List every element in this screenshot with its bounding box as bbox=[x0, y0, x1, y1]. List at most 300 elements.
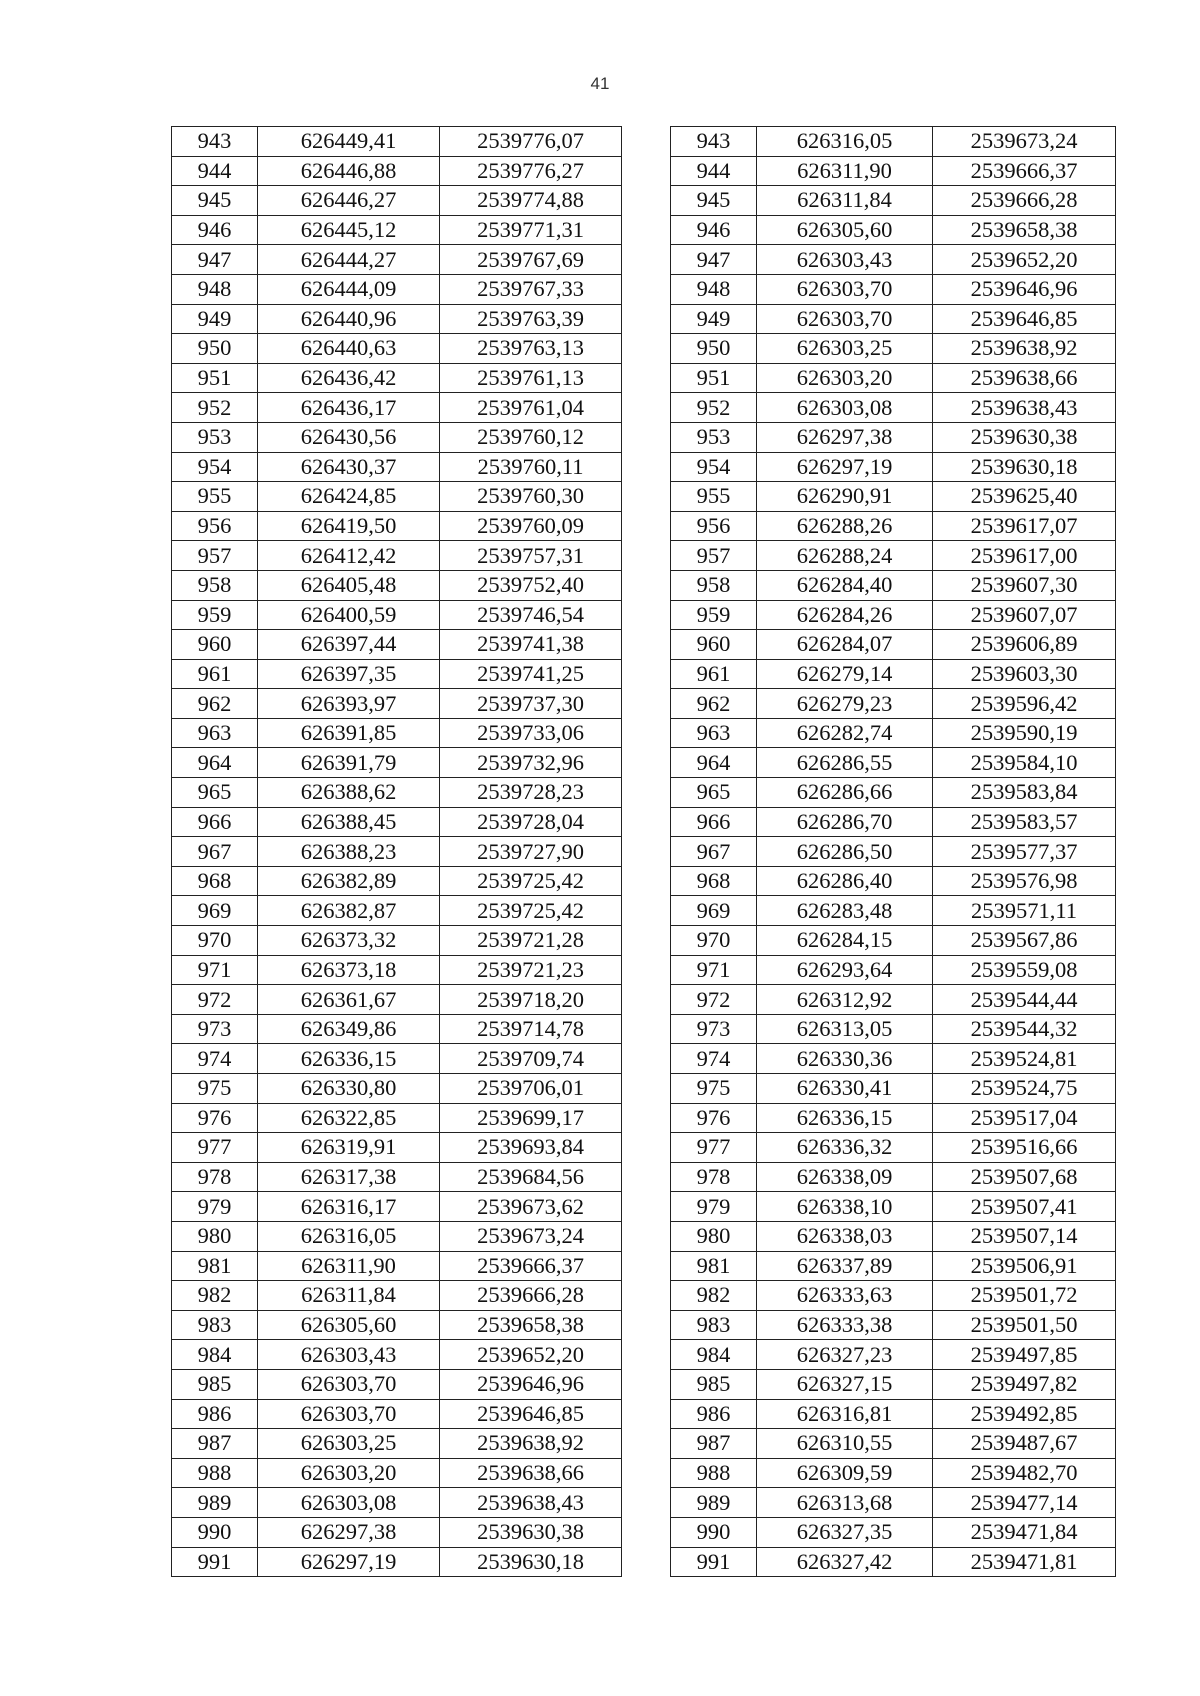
left-y-coordinate-cell: 2539630,38 bbox=[440, 1517, 622, 1547]
right-y-coordinate-cell: 2539607,07 bbox=[933, 600, 1116, 630]
coordinates-table-body bbox=[172, 127, 1116, 1577]
right-x-coordinate-cell: 626286,55 bbox=[757, 748, 933, 778]
right-y-coordinate-cell: 2539507,68 bbox=[933, 1162, 1116, 1192]
right-point-number-cell: 963 bbox=[671, 718, 757, 748]
table-row bbox=[172, 1517, 1116, 1547]
left-point-number-cell: 951 bbox=[172, 363, 258, 393]
left-x-coordinate-cell: 626373,18 bbox=[258, 955, 440, 985]
right-x-coordinate-cell: 626279,23 bbox=[757, 689, 933, 719]
table-row bbox=[172, 1221, 1116, 1251]
right-x-coordinate-cell: 626288,26 bbox=[757, 511, 933, 541]
left-y-coordinate-cell: 2539709,74 bbox=[440, 1044, 622, 1074]
left-point-number-cell: 972 bbox=[172, 985, 258, 1015]
coordinates-table bbox=[171, 126, 1116, 1577]
column-gap-cell bbox=[622, 926, 671, 956]
left-point-number-cell: 959 bbox=[172, 600, 258, 630]
left-y-coordinate-cell: 2539673,24 bbox=[440, 1221, 622, 1251]
right-y-coordinate-cell: 2539658,38 bbox=[933, 215, 1116, 245]
right-y-coordinate-cell: 2539497,85 bbox=[933, 1340, 1116, 1370]
left-x-coordinate-cell: 626311,90 bbox=[258, 1251, 440, 1281]
table-row bbox=[172, 1429, 1116, 1459]
left-point-number-cell: 987 bbox=[172, 1429, 258, 1459]
column-gap-cell bbox=[622, 1429, 671, 1459]
table-row bbox=[172, 274, 1116, 304]
column-gap-cell bbox=[622, 363, 671, 393]
right-x-coordinate-cell: 626327,42 bbox=[757, 1547, 933, 1577]
left-x-coordinate-cell: 626303,70 bbox=[258, 1369, 440, 1399]
left-x-coordinate-cell: 626446,88 bbox=[258, 156, 440, 186]
left-x-coordinate-cell: 626393,97 bbox=[258, 689, 440, 719]
left-point-number-cell: 964 bbox=[172, 748, 258, 778]
right-point-number-cell: 975 bbox=[671, 1074, 757, 1104]
right-x-coordinate-cell: 626303,70 bbox=[757, 274, 933, 304]
right-y-coordinate-cell: 2539506,91 bbox=[933, 1251, 1116, 1281]
column-gap-cell bbox=[622, 304, 671, 334]
right-x-coordinate-cell: 626312,92 bbox=[757, 985, 933, 1015]
left-point-number-cell: 979 bbox=[172, 1192, 258, 1222]
left-point-number-cell: 950 bbox=[172, 334, 258, 364]
right-point-number-cell: 970 bbox=[671, 926, 757, 956]
right-y-coordinate-cell: 2539638,43 bbox=[933, 393, 1116, 423]
left-x-coordinate-cell: 626405,48 bbox=[258, 570, 440, 600]
left-x-coordinate-cell: 626303,08 bbox=[258, 1488, 440, 1518]
left-y-coordinate-cell: 2539733,06 bbox=[440, 718, 622, 748]
right-x-coordinate-cell: 626284,26 bbox=[757, 600, 933, 630]
table-row bbox=[172, 689, 1116, 719]
right-point-number-cell: 960 bbox=[671, 630, 757, 660]
column-gap-cell bbox=[622, 1133, 671, 1163]
right-x-coordinate-cell: 626338,03 bbox=[757, 1221, 933, 1251]
column-gap-cell bbox=[622, 1488, 671, 1518]
right-point-number-cell: 962 bbox=[671, 689, 757, 719]
table-row bbox=[172, 570, 1116, 600]
left-point-number-cell: 981 bbox=[172, 1251, 258, 1281]
right-x-coordinate-cell: 626337,89 bbox=[757, 1251, 933, 1281]
right-point-number-cell: 982 bbox=[671, 1281, 757, 1311]
left-y-coordinate-cell: 2539763,13 bbox=[440, 334, 622, 364]
left-point-number-cell: 986 bbox=[172, 1399, 258, 1429]
table-row bbox=[172, 718, 1116, 748]
left-y-coordinate-cell: 2539741,25 bbox=[440, 659, 622, 689]
left-y-coordinate-cell: 2539699,17 bbox=[440, 1103, 622, 1133]
table-row bbox=[172, 985, 1116, 1015]
right-y-coordinate-cell: 2539576,98 bbox=[933, 866, 1116, 896]
table-row bbox=[172, 1074, 1116, 1104]
right-point-number-cell: 973 bbox=[671, 1014, 757, 1044]
right-x-coordinate-cell: 626283,48 bbox=[757, 896, 933, 926]
right-y-coordinate-cell: 2539630,18 bbox=[933, 452, 1116, 482]
right-y-coordinate-cell: 2539617,00 bbox=[933, 541, 1116, 571]
left-point-number-cell: 956 bbox=[172, 511, 258, 541]
right-point-number-cell: 957 bbox=[671, 541, 757, 571]
right-x-coordinate-cell: 626333,63 bbox=[757, 1281, 933, 1311]
table-row bbox=[172, 1369, 1116, 1399]
right-point-number-cell: 949 bbox=[671, 304, 757, 334]
left-y-coordinate-cell: 2539767,69 bbox=[440, 245, 622, 275]
column-gap-cell bbox=[622, 1044, 671, 1074]
left-x-coordinate-cell: 626319,91 bbox=[258, 1133, 440, 1163]
table-row bbox=[172, 245, 1116, 275]
right-point-number-cell: 943 bbox=[671, 127, 757, 157]
right-x-coordinate-cell: 626303,43 bbox=[757, 245, 933, 275]
right-x-coordinate-cell: 626338,10 bbox=[757, 1192, 933, 1222]
left-y-coordinate-cell: 2539721,23 bbox=[440, 955, 622, 985]
left-y-coordinate-cell: 2539721,28 bbox=[440, 926, 622, 956]
left-point-number-cell: 969 bbox=[172, 896, 258, 926]
left-point-number-cell: 953 bbox=[172, 422, 258, 452]
left-y-coordinate-cell: 2539732,96 bbox=[440, 748, 622, 778]
right-x-coordinate-cell: 626288,24 bbox=[757, 541, 933, 571]
left-y-coordinate-cell: 2539638,43 bbox=[440, 1488, 622, 1518]
column-gap-cell bbox=[622, 778, 671, 808]
left-y-coordinate-cell: 2539630,18 bbox=[440, 1547, 622, 1577]
left-x-coordinate-cell: 626388,23 bbox=[258, 837, 440, 867]
right-y-coordinate-cell: 2539501,50 bbox=[933, 1310, 1116, 1340]
column-gap-cell bbox=[622, 1458, 671, 1488]
right-y-coordinate-cell: 2539497,82 bbox=[933, 1369, 1116, 1399]
right-point-number-cell: 985 bbox=[671, 1369, 757, 1399]
right-y-coordinate-cell: 2539596,42 bbox=[933, 689, 1116, 719]
left-x-coordinate-cell: 626430,37 bbox=[258, 452, 440, 482]
right-x-coordinate-cell: 626303,20 bbox=[757, 363, 933, 393]
table-row bbox=[172, 866, 1116, 896]
left-point-number-cell: 976 bbox=[172, 1103, 258, 1133]
left-y-coordinate-cell: 2539638,92 bbox=[440, 1429, 622, 1459]
column-gap-cell bbox=[622, 1310, 671, 1340]
right-point-number-cell: 990 bbox=[671, 1517, 757, 1547]
left-x-coordinate-cell: 626316,17 bbox=[258, 1192, 440, 1222]
column-gap-cell bbox=[622, 393, 671, 423]
right-y-coordinate-cell: 2539544,44 bbox=[933, 985, 1116, 1015]
right-point-number-cell: 968 bbox=[671, 866, 757, 896]
left-point-number-cell: 948 bbox=[172, 274, 258, 304]
table-row bbox=[172, 1251, 1116, 1281]
left-y-coordinate-cell: 2539757,31 bbox=[440, 541, 622, 571]
column-gap-cell bbox=[622, 541, 671, 571]
right-point-number-cell: 944 bbox=[671, 156, 757, 186]
right-x-coordinate-cell: 626313,68 bbox=[757, 1488, 933, 1518]
left-point-number-cell: 958 bbox=[172, 570, 258, 600]
right-point-number-cell: 974 bbox=[671, 1044, 757, 1074]
column-gap-cell bbox=[622, 1014, 671, 1044]
left-x-coordinate-cell: 626391,79 bbox=[258, 748, 440, 778]
right-y-coordinate-cell: 2539646,96 bbox=[933, 274, 1116, 304]
right-y-coordinate-cell: 2539524,81 bbox=[933, 1044, 1116, 1074]
page-number: 41 bbox=[590, 74, 610, 93]
left-point-number-cell: 960 bbox=[172, 630, 258, 660]
right-point-number-cell: 955 bbox=[671, 482, 757, 512]
left-x-coordinate-cell: 626349,86 bbox=[258, 1014, 440, 1044]
column-gap-cell bbox=[622, 689, 671, 719]
right-x-coordinate-cell: 626297,38 bbox=[757, 422, 933, 452]
left-y-coordinate-cell: 2539684,56 bbox=[440, 1162, 622, 1192]
left-x-coordinate-cell: 626303,25 bbox=[258, 1429, 440, 1459]
left-y-coordinate-cell: 2539746,54 bbox=[440, 600, 622, 630]
left-y-coordinate-cell: 2539728,23 bbox=[440, 778, 622, 808]
table-row bbox=[172, 1281, 1116, 1311]
left-x-coordinate-cell: 626297,19 bbox=[258, 1547, 440, 1577]
right-y-coordinate-cell: 2539673,24 bbox=[933, 127, 1116, 157]
column-gap-cell bbox=[622, 866, 671, 896]
left-point-number-cell: 990 bbox=[172, 1517, 258, 1547]
left-y-coordinate-cell: 2539725,42 bbox=[440, 866, 622, 896]
left-y-coordinate-cell: 2539652,20 bbox=[440, 1340, 622, 1370]
right-x-coordinate-cell: 626336,32 bbox=[757, 1133, 933, 1163]
right-point-number-cell: 983 bbox=[671, 1310, 757, 1340]
table-row bbox=[172, 127, 1116, 157]
column-gap-cell bbox=[622, 896, 671, 926]
left-y-coordinate-cell: 2539763,39 bbox=[440, 304, 622, 334]
right-x-coordinate-cell: 626327,35 bbox=[757, 1517, 933, 1547]
left-x-coordinate-cell: 626445,12 bbox=[258, 215, 440, 245]
table-row bbox=[172, 511, 1116, 541]
right-point-number-cell: 978 bbox=[671, 1162, 757, 1192]
left-y-coordinate-cell: 2539776,07 bbox=[440, 127, 622, 157]
table-row bbox=[172, 1310, 1116, 1340]
right-point-number-cell: 950 bbox=[671, 334, 757, 364]
left-point-number-cell: 961 bbox=[172, 659, 258, 689]
table-row bbox=[172, 156, 1116, 186]
left-point-number-cell: 971 bbox=[172, 955, 258, 985]
table-row bbox=[172, 452, 1116, 482]
right-x-coordinate-cell: 626336,15 bbox=[757, 1103, 933, 1133]
left-y-coordinate-cell: 2539658,38 bbox=[440, 1310, 622, 1340]
right-x-coordinate-cell: 626286,40 bbox=[757, 866, 933, 896]
left-y-coordinate-cell: 2539741,38 bbox=[440, 630, 622, 660]
column-gap-cell bbox=[622, 600, 671, 630]
right-x-coordinate-cell: 626303,25 bbox=[757, 334, 933, 364]
right-point-number-cell: 966 bbox=[671, 807, 757, 837]
left-x-coordinate-cell: 626419,50 bbox=[258, 511, 440, 541]
left-point-number-cell: 946 bbox=[172, 215, 258, 245]
left-point-number-cell: 949 bbox=[172, 304, 258, 334]
column-gap-cell bbox=[622, 1369, 671, 1399]
column-gap-cell bbox=[622, 1517, 671, 1547]
table-row bbox=[172, 1340, 1116, 1370]
table-row bbox=[172, 482, 1116, 512]
right-point-number-cell: 981 bbox=[671, 1251, 757, 1281]
right-y-coordinate-cell: 2539559,08 bbox=[933, 955, 1116, 985]
right-y-coordinate-cell: 2539666,37 bbox=[933, 156, 1116, 186]
right-x-coordinate-cell: 626327,23 bbox=[757, 1340, 933, 1370]
left-y-coordinate-cell: 2539728,04 bbox=[440, 807, 622, 837]
table-row bbox=[172, 837, 1116, 867]
column-gap-cell bbox=[622, 1074, 671, 1104]
right-y-coordinate-cell: 2539471,81 bbox=[933, 1547, 1116, 1577]
table-row bbox=[172, 393, 1116, 423]
left-point-number-cell: 965 bbox=[172, 778, 258, 808]
left-x-coordinate-cell: 626388,45 bbox=[258, 807, 440, 837]
left-point-number-cell: 954 bbox=[172, 452, 258, 482]
column-gap-cell bbox=[622, 718, 671, 748]
table-row bbox=[172, 955, 1116, 985]
left-x-coordinate-cell: 626361,67 bbox=[258, 985, 440, 1015]
left-point-number-cell: 988 bbox=[172, 1458, 258, 1488]
column-gap-cell bbox=[622, 1340, 671, 1370]
right-x-coordinate-cell: 626286,70 bbox=[757, 807, 933, 837]
table-row bbox=[172, 1547, 1116, 1577]
table-row bbox=[172, 1162, 1116, 1192]
right-y-coordinate-cell: 2539492,85 bbox=[933, 1399, 1116, 1429]
column-gap-cell bbox=[622, 511, 671, 541]
left-y-coordinate-cell: 2539714,78 bbox=[440, 1014, 622, 1044]
column-gap-cell bbox=[622, 1192, 671, 1222]
left-y-coordinate-cell: 2539774,88 bbox=[440, 186, 622, 216]
right-x-coordinate-cell: 626284,15 bbox=[757, 926, 933, 956]
right-x-coordinate-cell: 626313,05 bbox=[757, 1014, 933, 1044]
right-point-number-cell: 986 bbox=[671, 1399, 757, 1429]
column-gap-cell bbox=[622, 482, 671, 512]
right-point-number-cell: 947 bbox=[671, 245, 757, 275]
left-y-coordinate-cell: 2539718,20 bbox=[440, 985, 622, 1015]
right-y-coordinate-cell: 2539577,37 bbox=[933, 837, 1116, 867]
left-x-coordinate-cell: 626400,59 bbox=[258, 600, 440, 630]
table-row bbox=[172, 334, 1116, 364]
table-row bbox=[172, 304, 1116, 334]
table-row bbox=[172, 807, 1116, 837]
right-point-number-cell: 979 bbox=[671, 1192, 757, 1222]
right-point-number-cell: 951 bbox=[671, 363, 757, 393]
column-gap-cell bbox=[622, 1251, 671, 1281]
left-x-coordinate-cell: 626397,44 bbox=[258, 630, 440, 660]
column-gap-cell bbox=[622, 452, 671, 482]
left-x-coordinate-cell: 626303,20 bbox=[258, 1458, 440, 1488]
left-point-number-cell: 974 bbox=[172, 1044, 258, 1074]
right-x-coordinate-cell: 626303,70 bbox=[757, 304, 933, 334]
left-x-coordinate-cell: 626373,32 bbox=[258, 926, 440, 956]
right-x-coordinate-cell: 626316,05 bbox=[757, 127, 933, 157]
right-point-number-cell: 946 bbox=[671, 215, 757, 245]
left-x-coordinate-cell: 626430,56 bbox=[258, 422, 440, 452]
left-x-coordinate-cell: 626412,42 bbox=[258, 541, 440, 571]
left-y-coordinate-cell: 2539737,30 bbox=[440, 689, 622, 719]
column-gap-cell bbox=[622, 156, 671, 186]
left-x-coordinate-cell: 626336,15 bbox=[258, 1044, 440, 1074]
left-point-number-cell: 989 bbox=[172, 1488, 258, 1518]
column-gap-cell bbox=[622, 245, 671, 275]
left-point-number-cell: 980 bbox=[172, 1221, 258, 1251]
right-x-coordinate-cell: 626303,08 bbox=[757, 393, 933, 423]
right-point-number-cell: 972 bbox=[671, 985, 757, 1015]
right-x-coordinate-cell: 626338,09 bbox=[757, 1162, 933, 1192]
right-point-number-cell: 961 bbox=[671, 659, 757, 689]
left-x-coordinate-cell: 626388,62 bbox=[258, 778, 440, 808]
right-y-coordinate-cell: 2539482,70 bbox=[933, 1458, 1116, 1488]
left-y-coordinate-cell: 2539761,13 bbox=[440, 363, 622, 393]
right-point-number-cell: 971 bbox=[671, 955, 757, 985]
left-point-number-cell: 978 bbox=[172, 1162, 258, 1192]
left-point-number-cell: 962 bbox=[172, 689, 258, 719]
right-point-number-cell: 984 bbox=[671, 1340, 757, 1370]
left-x-coordinate-cell: 626436,42 bbox=[258, 363, 440, 393]
column-gap-cell bbox=[622, 837, 671, 867]
right-y-coordinate-cell: 2539516,66 bbox=[933, 1133, 1116, 1163]
table-row bbox=[172, 896, 1116, 926]
left-y-coordinate-cell: 2539666,37 bbox=[440, 1251, 622, 1281]
table-row bbox=[172, 541, 1116, 571]
column-gap-cell bbox=[622, 807, 671, 837]
table-row bbox=[172, 422, 1116, 452]
right-y-coordinate-cell: 2539517,04 bbox=[933, 1103, 1116, 1133]
left-y-coordinate-cell: 2539673,62 bbox=[440, 1192, 622, 1222]
left-point-number-cell: 944 bbox=[172, 156, 258, 186]
right-x-coordinate-cell: 626330,36 bbox=[757, 1044, 933, 1074]
right-point-number-cell: 991 bbox=[671, 1547, 757, 1577]
right-x-coordinate-cell: 626311,90 bbox=[757, 156, 933, 186]
column-gap-cell bbox=[622, 1399, 671, 1429]
left-y-coordinate-cell: 2539693,84 bbox=[440, 1133, 622, 1163]
right-x-coordinate-cell: 626311,84 bbox=[757, 186, 933, 216]
right-point-number-cell: 948 bbox=[671, 274, 757, 304]
left-point-number-cell: 977 bbox=[172, 1133, 258, 1163]
table-row bbox=[172, 1133, 1116, 1163]
right-y-coordinate-cell: 2539652,20 bbox=[933, 245, 1116, 275]
right-y-coordinate-cell: 2539638,92 bbox=[933, 334, 1116, 364]
column-gap-cell bbox=[622, 748, 671, 778]
right-y-coordinate-cell: 2539646,85 bbox=[933, 304, 1116, 334]
left-y-coordinate-cell: 2539767,33 bbox=[440, 274, 622, 304]
right-x-coordinate-cell: 626290,91 bbox=[757, 482, 933, 512]
right-y-coordinate-cell: 2539567,86 bbox=[933, 926, 1116, 956]
left-y-coordinate-cell: 2539727,90 bbox=[440, 837, 622, 867]
left-point-number-cell: 952 bbox=[172, 393, 258, 423]
right-point-number-cell: 987 bbox=[671, 1429, 757, 1459]
left-x-coordinate-cell: 626444,27 bbox=[258, 245, 440, 275]
column-gap-cell bbox=[622, 1281, 671, 1311]
left-x-coordinate-cell: 626436,17 bbox=[258, 393, 440, 423]
right-x-coordinate-cell: 626282,74 bbox=[757, 718, 933, 748]
left-point-number-cell: 967 bbox=[172, 837, 258, 867]
column-gap-cell bbox=[622, 985, 671, 1015]
left-point-number-cell: 985 bbox=[172, 1369, 258, 1399]
right-y-coordinate-cell: 2539630,38 bbox=[933, 422, 1116, 452]
table-row bbox=[172, 926, 1116, 956]
left-x-coordinate-cell: 626446,27 bbox=[258, 186, 440, 216]
right-point-number-cell: 976 bbox=[671, 1103, 757, 1133]
left-x-coordinate-cell: 626303,43 bbox=[258, 1340, 440, 1370]
left-x-coordinate-cell: 626316,05 bbox=[258, 1221, 440, 1251]
right-y-coordinate-cell: 2539584,10 bbox=[933, 748, 1116, 778]
right-y-coordinate-cell: 2539617,07 bbox=[933, 511, 1116, 541]
right-point-number-cell: 969 bbox=[671, 896, 757, 926]
left-point-number-cell: 982 bbox=[172, 1281, 258, 1311]
right-point-number-cell: 980 bbox=[671, 1221, 757, 1251]
left-point-number-cell: 991 bbox=[172, 1547, 258, 1577]
right-y-coordinate-cell: 2539507,41 bbox=[933, 1192, 1116, 1222]
table-row bbox=[172, 363, 1116, 393]
left-point-number-cell: 947 bbox=[172, 245, 258, 275]
left-x-coordinate-cell: 626444,09 bbox=[258, 274, 440, 304]
table-row bbox=[172, 630, 1116, 660]
column-gap-cell bbox=[622, 186, 671, 216]
column-gap-cell bbox=[622, 274, 671, 304]
table-row bbox=[172, 600, 1116, 630]
left-x-coordinate-cell: 626303,70 bbox=[258, 1399, 440, 1429]
left-y-coordinate-cell: 2539760,12 bbox=[440, 422, 622, 452]
right-y-coordinate-cell: 2539501,72 bbox=[933, 1281, 1116, 1311]
table-row bbox=[172, 1014, 1116, 1044]
right-y-coordinate-cell: 2539487,67 bbox=[933, 1429, 1116, 1459]
column-gap-cell bbox=[622, 1221, 671, 1251]
left-point-number-cell: 984 bbox=[172, 1340, 258, 1370]
left-y-coordinate-cell: 2539646,96 bbox=[440, 1369, 622, 1399]
left-y-coordinate-cell: 2539725,42 bbox=[440, 896, 622, 926]
left-y-coordinate-cell: 2539760,11 bbox=[440, 452, 622, 482]
left-x-coordinate-cell: 626311,84 bbox=[258, 1281, 440, 1311]
left-point-number-cell: 966 bbox=[172, 807, 258, 837]
table-row bbox=[172, 748, 1116, 778]
left-x-coordinate-cell: 626322,85 bbox=[258, 1103, 440, 1133]
